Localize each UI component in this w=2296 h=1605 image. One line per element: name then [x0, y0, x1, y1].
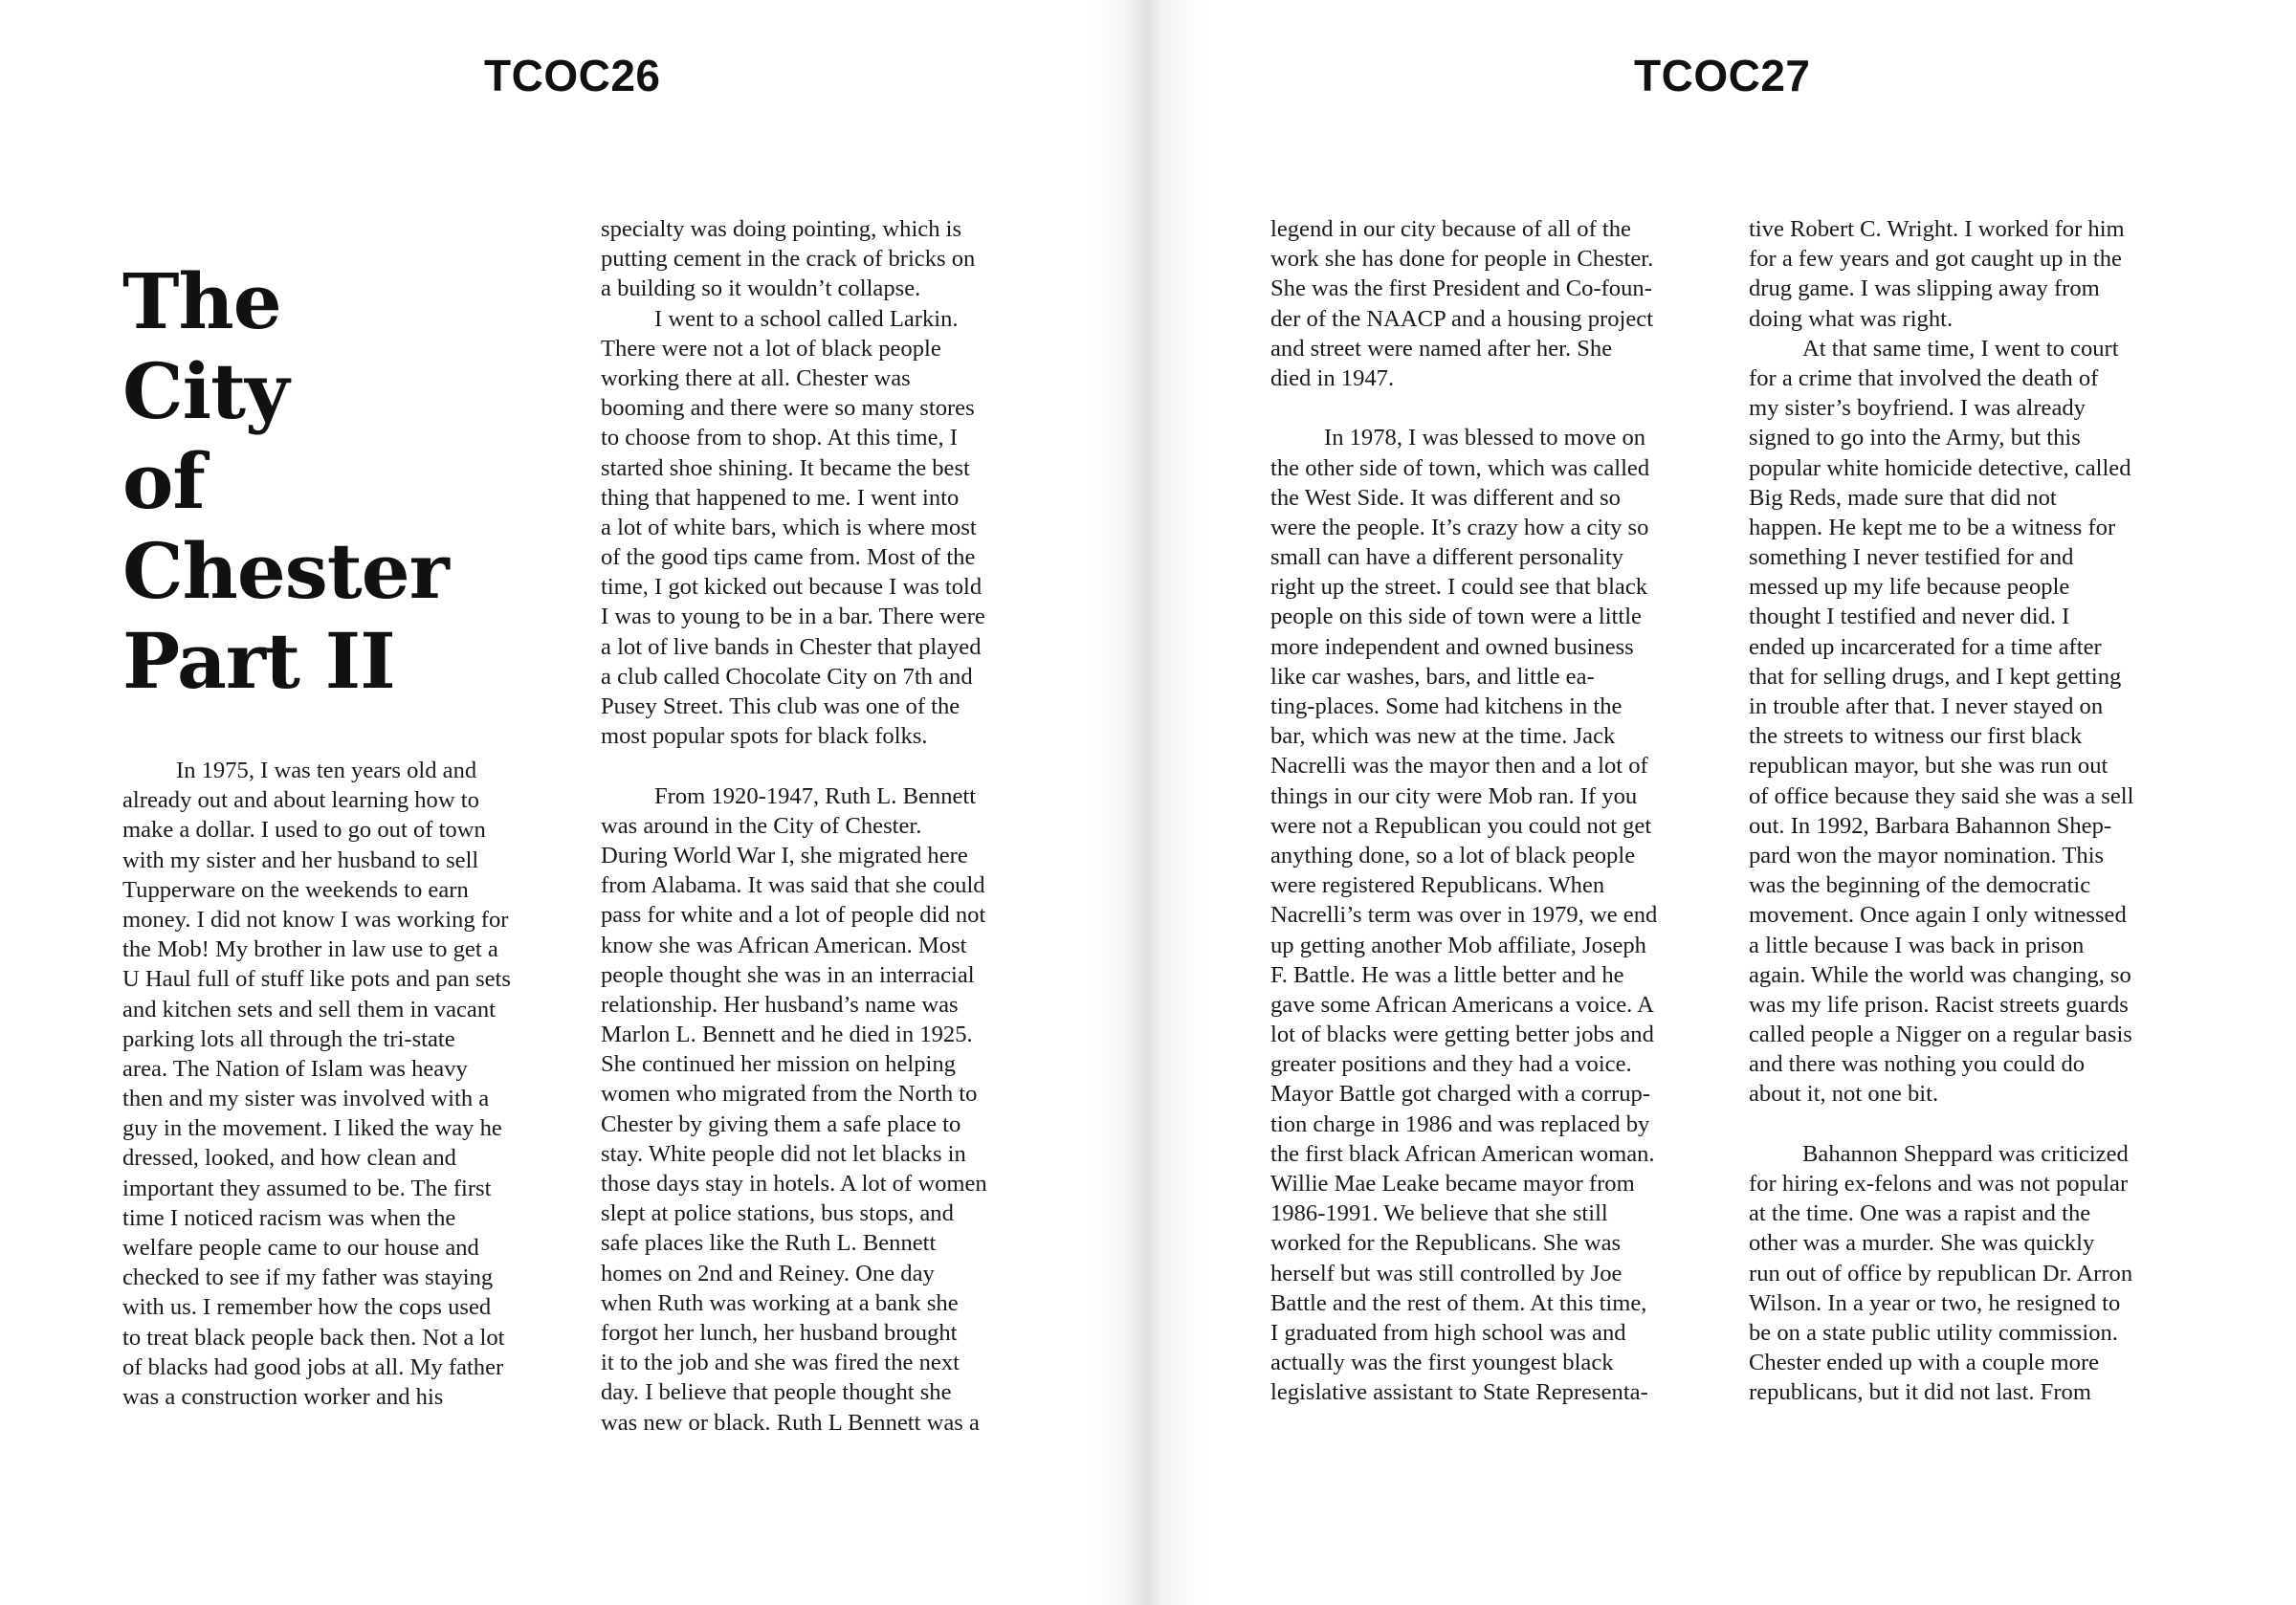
text-line: at the time. One was a rapist and the [1749, 1200, 2091, 1227]
text-line: and kitchen sets and sell them in vacant [122, 996, 496, 1022]
text-line: already out and about learning how to [122, 787, 479, 814]
text-line: started shoe shining. It became the best [601, 454, 970, 481]
text-line: the Mob! My brother in law use to get a [122, 936, 498, 963]
text-line: legend in our city because of all of the [1270, 216, 1631, 242]
text-line: people thought she was in an interracial [601, 961, 975, 988]
text-line: again. While the world was changing, so [1749, 961, 2131, 988]
text-line: of blacks had good jobs at all. My father [122, 1353, 504, 1380]
paragraph-gap [1749, 1110, 2179, 1139]
text-line: pass for white and a lot of people did not [601, 902, 986, 929]
text-line: F. Battle. He was a little better and he [1270, 961, 1624, 988]
text-line: lot of blacks were getting better jobs and [1270, 1022, 1654, 1048]
text-line: booming and there were so many stores [601, 395, 975, 422]
text-line: to choose from to shop. At this time, I [601, 425, 958, 451]
text-line: people on this side of town were a little [1270, 604, 1642, 630]
text-line: In 1975, I was ten years old and [176, 758, 477, 783]
text-line: called people a Nigger on a regular basis [1749, 1022, 2132, 1048]
text-line: herself but was still controlled by Joe [1270, 1260, 1623, 1286]
text-line: movement. Once again I only witnessed [1749, 902, 2127, 929]
text-line: ting-places. Some had kitchens in the [1270, 693, 1623, 719]
text-line: republican mayor, but she was run out [1749, 753, 2108, 780]
text-line: was new or black. Ruth L Bennett was a [601, 1409, 980, 1436]
text-line: more independent and owned business [1270, 633, 1634, 660]
text-line: were registered Republicans. When [1270, 872, 1605, 899]
text-line: with us. I remember how the cops used [122, 1294, 492, 1321]
text-line: She was the first President and Co-foun- [1270, 275, 1652, 302]
text-line: messed up my life because people [1749, 574, 2070, 601]
text-line: Chester by giving them a safe place to [601, 1110, 961, 1137]
text-line: dressed, looked, and how clean and [122, 1145, 456, 1172]
text-line: tion charge in 1986 and was replaced by [1270, 1110, 1650, 1137]
text-line: greater positions and they had a voice. [1270, 1051, 1632, 1078]
text-line: thing that happened to me. I went into [601, 484, 960, 511]
text-line: thought I testified and never did. I [1749, 604, 2070, 630]
text-line: I went to a school called Larkin. [654, 305, 959, 332]
book-gutter-shadow [1091, 0, 1205, 1605]
text-line: From 1920-1947, Ruth L. Bennett [654, 782, 977, 809]
text-line: Willie Mae Leake became mayor from [1270, 1171, 1635, 1197]
text-line: right up the street. I could see that black [1270, 574, 1648, 601]
text-line: other was a murder. She was quickly [1749, 1230, 2095, 1257]
text-column-4 [1749, 214, 2179, 1408]
text-line: checked to see if my father was staying [122, 1264, 494, 1291]
text-line: During World War I, she migrated here [601, 842, 968, 868]
text-line: out. In 1992, Barbara Bahannon Shep- [1749, 812, 2112, 839]
text-line: for a crime that involved the death of [1749, 364, 2099, 391]
text-line: worked for the Republicans. She was [1270, 1230, 1622, 1257]
paragraph-gap [601, 751, 1031, 781]
text-line: the first black African American woman. [1270, 1140, 1655, 1167]
text-line: small can have a different personality [1270, 544, 1623, 571]
text-line: popular white homicide detective, called [1749, 454, 2131, 481]
text-line: der of the NAACP and a housing project [1270, 305, 1654, 332]
text-line: specialty was doing pointing, which is [601, 216, 962, 242]
text-line: a lot of live bands in Chester that played [601, 633, 982, 660]
text-line: run out of office by republican Dr. Arron [1749, 1260, 2133, 1286]
text-line: Bahannon Sheppard was criticized [1802, 1140, 2129, 1167]
text-line: in trouble after that. I never stayed on [1749, 693, 2104, 719]
text-line: gave some African Americans a voice. A [1270, 991, 1654, 1018]
title-line: Chester [122, 526, 449, 616]
text-line: Wilson. In a year or two, he resigned to [1749, 1289, 2121, 1316]
text-line: was around in the City of Chester. [601, 812, 922, 839]
text-line: There were not a lot of black people [601, 335, 941, 362]
text-line: stay. White people did not let blacks in [601, 1140, 966, 1167]
text-line: and there was nothing you could do [1749, 1051, 2086, 1078]
text-line: happen. He kept me to be a witness for [1749, 514, 2116, 540]
text-line: drug game. I was slipping away from [1749, 275, 2100, 302]
title-line: The [122, 256, 281, 346]
text-line: was the beginning of the democratic [1749, 872, 2091, 899]
text-line: the other side of town, which was called [1270, 454, 1650, 481]
title-line: Part II [122, 616, 395, 706]
text-line: up getting another Mob affiliate, Joseph [1270, 932, 1646, 958]
text-line: Nacrelli’s term was over in 1979, we end [1270, 902, 1658, 929]
text-line: the West Side. It was different and so [1270, 484, 1621, 511]
title-line: of [122, 436, 205, 526]
text-line: it to the job and she was fired the next [601, 1350, 960, 1376]
text-line: things in our city were Mob ran. If you [1270, 782, 1638, 809]
text-line: to treat black people back then. Not a lot [122, 1324, 505, 1351]
text-line: bar, which was new at the time. Jack [1270, 723, 1616, 750]
text-line: time I noticed racism was when the [122, 1204, 456, 1231]
text-line: women who migrated from the North to [601, 1081, 978, 1108]
text-line: was my life prison. Racist streets guards [1749, 991, 2129, 1018]
text-line: be on a state public utility commission. [1749, 1319, 2118, 1346]
text-line: most popular spots for black folks. [601, 723, 928, 750]
text-line: In 1978, I was blessed to move on [1324, 425, 1646, 451]
title-line: City [122, 346, 289, 436]
page-label-right: TCOC27 [1634, 51, 1811, 100]
text-line: day. I believe that people thought she [601, 1379, 952, 1406]
text-line: make a dollar. I used to go out of town [122, 817, 486, 844]
text-line: Battle and the rest of them. At this time, [1270, 1289, 1647, 1316]
text-line: was a construction worker and his [122, 1383, 444, 1410]
text-line: welfare people came to our house and [122, 1235, 479, 1261]
text-line: I was to young to be in a bar. There were [601, 604, 985, 630]
text-line: Tupperware on the weekends to earn [122, 876, 469, 903]
page-label-left: TCOC26 [484, 51, 661, 100]
text-line: a building so it wouldn’t collapse. [601, 275, 921, 302]
text-line: something I never testified for and [1749, 544, 2074, 571]
text-line: that for selling drugs, and I kept getting [1749, 663, 2122, 690]
text-line: when Ruth was working at a bank she [601, 1289, 959, 1316]
text-line: of office because they said she was a sell [1749, 782, 2134, 809]
text-line: for hiring ex-felons and was not popular [1749, 1171, 2129, 1197]
text-line: my sister’s boyfriend. I was already [1749, 395, 2086, 422]
text-line: from Alabama. It was said that she could [601, 872, 985, 899]
text-line: pard won the mayor nomination. This [1749, 842, 2105, 868]
text-line: were not a Republican you could not get [1270, 812, 1652, 839]
text-line: safe places like the Ruth L. Bennett [601, 1230, 937, 1257]
text-line: I graduated from high school was and [1270, 1319, 1626, 1346]
text-line: were the people. It’s crazy how a city so [1270, 514, 1649, 540]
text-line: Marlon L. Bennett and he died in 1925. [601, 1022, 973, 1048]
text-line: tive Robert C. Wright. I worked for him [1749, 216, 2125, 242]
text-column-1 [122, 756, 553, 1412]
text-line: Nacrelli was the mayor then and a lot of [1270, 753, 1648, 780]
text-line: money. I did not know I was working for [122, 906, 509, 933]
text-line: a lot of white bars, which is where most [601, 514, 977, 540]
text-column-3 [1270, 214, 1701, 1408]
text-line: legislative assistant to State Representa- [1270, 1379, 1648, 1406]
text-line: forgot her lunch, her husband brought [601, 1319, 958, 1346]
text-column-2 [601, 214, 1031, 1438]
text-line: with my sister and her husband to sell [122, 846, 479, 873]
text-line: She continued her mission on helping [601, 1051, 956, 1078]
text-line: Pusey Street. This club was one of the [601, 693, 960, 719]
text-line: a little because I was back in prison [1749, 932, 2085, 958]
text-line: republicans, but it did not last. From [1749, 1379, 2091, 1406]
text-line: area. The Nation of Islam was heavy [122, 1055, 468, 1082]
paragraph-gap [1270, 393, 1701, 423]
text-line: U Haul full of stuff like pots and pan sets [122, 966, 511, 993]
text-line: parking lots all through the tri-state [122, 1025, 455, 1052]
text-line: died in 1947. [1270, 364, 1395, 391]
text-line: putting cement in the crack of bricks on [601, 246, 976, 273]
text-line: work she has done for people in Chester. [1270, 246, 1654, 273]
text-line: and street were named after her. She [1270, 335, 1613, 362]
text-line: working there at all. Chester was [601, 364, 911, 391]
text-line: those days stay in hotels. A lot of women [601, 1171, 987, 1197]
text-line: Mayor Battle got charged with a corrup- [1270, 1081, 1651, 1108]
text-line: anything done, so a lot of black people [1270, 842, 1636, 868]
text-line: guy in the movement. I liked the way he [122, 1115, 502, 1142]
text-line: important they assumed to be. The first [122, 1175, 492, 1201]
text-line: then and my sister was involved with a [122, 1086, 490, 1112]
text-line: the streets to witness our first black [1749, 723, 2083, 750]
text-line: for a few years and got caught up in the [1749, 246, 2122, 273]
text-line: of the good tips came from. Most of the [601, 544, 976, 571]
text-line: Chester ended up with a couple more [1749, 1350, 2100, 1376]
text-line: homes on 2nd and Reiney. One day [601, 1260, 935, 1286]
text-line: doing what was right. [1749, 305, 1954, 332]
text-line: know she was African American. Most [601, 932, 967, 958]
text-line: relationship. Her husband’s name was [601, 991, 959, 1018]
text-line: Big Reds, made sure that did not [1749, 484, 2057, 511]
text-line: like car washes, bars, and little ea- [1270, 663, 1595, 690]
text-line: about it, not one bit. [1749, 1081, 1939, 1108]
text-line: 1986-1991. We believe that she still [1270, 1200, 1608, 1227]
text-line: actually was the first youngest black [1270, 1350, 1614, 1376]
text-line: a club called Chocolate City on 7th and [601, 663, 973, 690]
text-line: slept at police stations, bus stops, and [601, 1200, 954, 1227]
text-line: signed to go into the Army, but this [1749, 425, 2081, 451]
text-line: time, I got kicked out because I was told [601, 574, 982, 601]
text-line: ended up incarcerated for a time after [1749, 633, 2102, 660]
text-line: At that same time, I went to court [1802, 335, 2119, 362]
article-title [122, 256, 449, 706]
